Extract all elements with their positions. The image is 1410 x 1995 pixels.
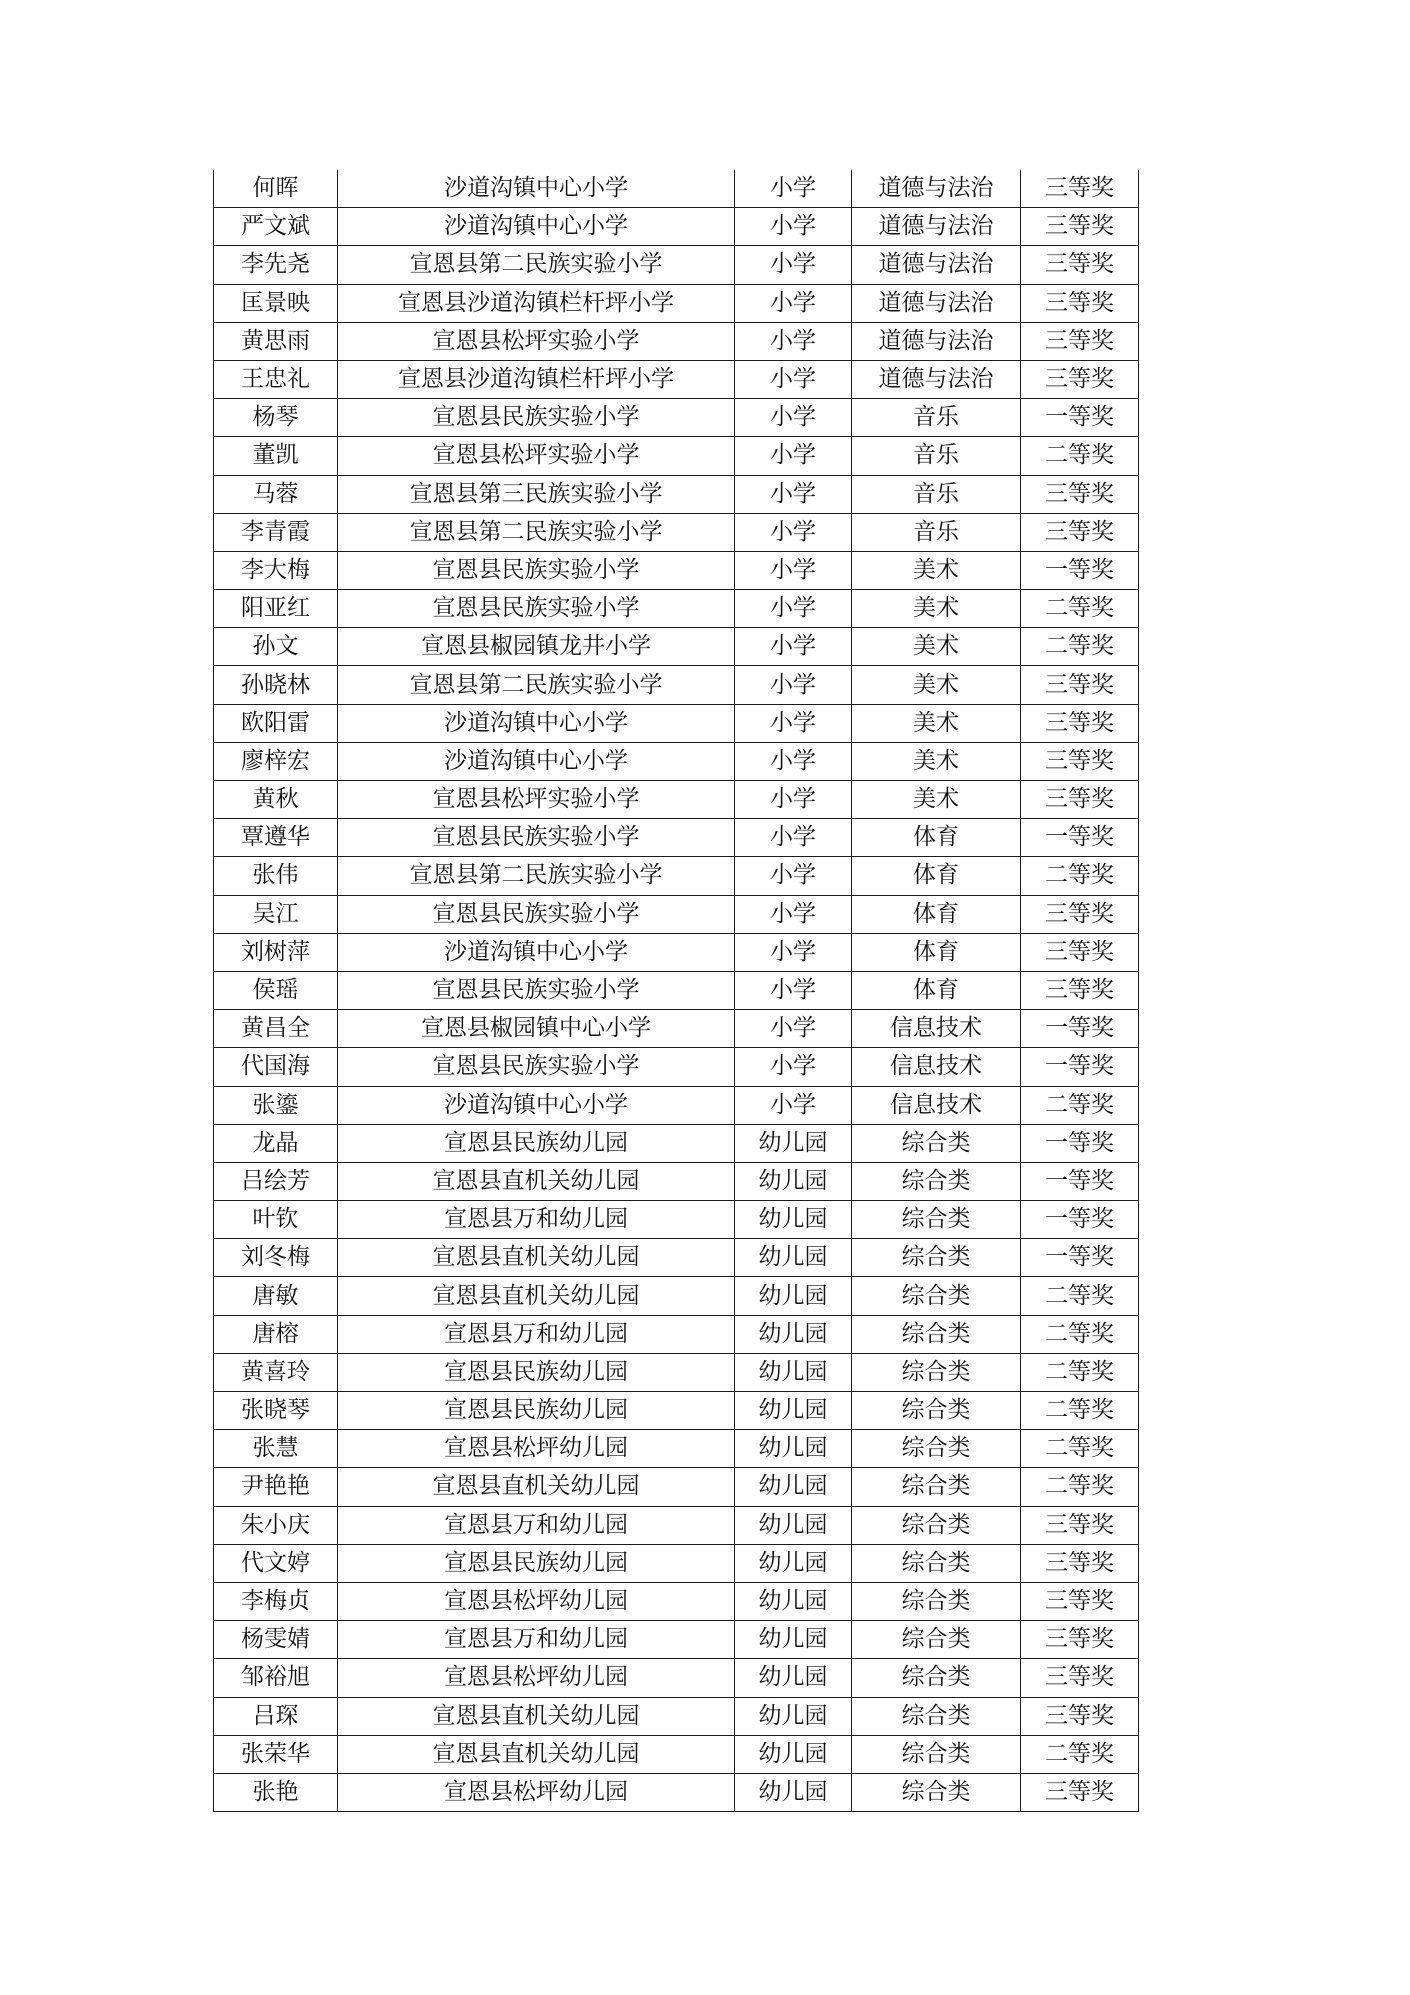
level-cell: 幼儿园 [735, 1697, 852, 1735]
school-cell: 宣恩县直机关幼儿园 [338, 1697, 735, 1735]
level-cell: 小学 [735, 590, 852, 628]
teacher-name-cell: 董凯 [214, 437, 338, 475]
table-row [214, 895, 1139, 933]
level-cell: 小学 [735, 284, 852, 322]
school-cell: 宣恩县直机关幼儿园 [338, 1735, 735, 1773]
teacher-name-cell: 邹裕旭 [214, 1659, 338, 1697]
subject-cell: 综合类 [852, 1201, 1021, 1239]
teacher-name-cell: 黄喜玲 [214, 1353, 338, 1391]
table-row [214, 1201, 1139, 1239]
level-cell: 幼儿园 [735, 1162, 852, 1200]
school-cell: 宣恩县民族幼儿园 [338, 1392, 735, 1430]
level-cell: 小学 [735, 819, 852, 857]
table-row [214, 1544, 1139, 1582]
table-row [214, 857, 1139, 895]
level-cell: 幼儿园 [735, 1468, 852, 1506]
award-cell: 三等奖 [1021, 322, 1139, 360]
teacher-name-cell: 何晖 [214, 170, 338, 208]
award-cell: 三等奖 [1021, 246, 1139, 284]
subject-cell: 综合类 [852, 1659, 1021, 1697]
award-cell: 二等奖 [1021, 1468, 1139, 1506]
table-row [214, 1086, 1139, 1124]
level-cell: 小学 [735, 704, 852, 742]
table-row [214, 781, 1139, 819]
table-row [214, 1392, 1139, 1430]
subject-cell: 音乐 [852, 475, 1021, 513]
teacher-name-cell: 黄秋 [214, 781, 338, 819]
school-cell: 宣恩县松坪实验小学 [338, 322, 735, 360]
subject-cell: 综合类 [852, 1124, 1021, 1162]
level-cell: 小学 [735, 399, 852, 437]
school-cell: 宣恩县第二民族实验小学 [338, 857, 735, 895]
award-cell: 三等奖 [1021, 1659, 1139, 1697]
table-row [214, 399, 1139, 437]
level-cell: 幼儿园 [735, 1506, 852, 1544]
teacher-name-cell: 朱小庆 [214, 1506, 338, 1544]
level-cell: 小学 [735, 360, 852, 398]
table-row [214, 246, 1139, 284]
table-row [214, 1124, 1139, 1162]
teacher-name-cell: 廖梓宏 [214, 742, 338, 780]
subject-cell: 体育 [852, 895, 1021, 933]
award-cell: 二等奖 [1021, 1735, 1139, 1773]
level-cell: 幼儿园 [735, 1430, 852, 1468]
teacher-name-cell: 孙晓林 [214, 666, 338, 704]
table-row [214, 1621, 1139, 1659]
award-cell: 三等奖 [1021, 933, 1139, 971]
school-cell: 宣恩县松坪幼儿园 [338, 1430, 735, 1468]
table-row [214, 933, 1139, 971]
table-row [214, 742, 1139, 780]
school-cell: 宣恩县民族幼儿园 [338, 1353, 735, 1391]
school-cell: 宣恩县直机关幼儿园 [338, 1239, 735, 1277]
table-row [214, 1430, 1139, 1468]
teacher-name-cell: 张慧 [214, 1430, 338, 1468]
award-cell: 三等奖 [1021, 360, 1139, 398]
subject-cell: 信息技术 [852, 1010, 1021, 1048]
level-cell: 幼儿园 [735, 1735, 852, 1773]
subject-cell: 音乐 [852, 399, 1021, 437]
subject-cell: 综合类 [852, 1277, 1021, 1315]
table-row [214, 1277, 1139, 1315]
subject-cell: 美术 [852, 781, 1021, 819]
award-cell: 二等奖 [1021, 1392, 1139, 1430]
subject-cell: 综合类 [852, 1162, 1021, 1200]
teacher-name-cell: 马蓉 [214, 475, 338, 513]
award-cell: 三等奖 [1021, 1582, 1139, 1620]
school-cell: 沙道沟镇中心小学 [338, 170, 735, 208]
subject-cell: 美术 [852, 666, 1021, 704]
award-cell: 一等奖 [1021, 551, 1139, 589]
level-cell: 幼儿园 [735, 1659, 852, 1697]
level-cell: 小学 [735, 551, 852, 589]
award-cell: 一等奖 [1021, 1048, 1139, 1086]
level-cell: 小学 [735, 322, 852, 360]
school-cell: 宣恩县民族幼儿园 [338, 1544, 735, 1582]
teacher-name-cell: 张荣华 [214, 1735, 338, 1773]
table-row [214, 819, 1139, 857]
award-cell: 三等奖 [1021, 742, 1139, 780]
teacher-name-cell: 吕绘芳 [214, 1162, 338, 1200]
award-cell: 三等奖 [1021, 781, 1139, 819]
school-cell: 沙道沟镇中心小学 [338, 742, 735, 780]
teacher-name-cell: 黄思雨 [214, 322, 338, 360]
school-cell: 宣恩县椒园镇中心小学 [338, 1010, 735, 1048]
school-cell: 宣恩县直机关幼儿园 [338, 1468, 735, 1506]
school-cell: 宣恩县椒园镇龙井小学 [338, 628, 735, 666]
school-cell: 宣恩县民族实验小学 [338, 1048, 735, 1086]
school-cell: 宣恩县沙道沟镇栏杆坪小学 [338, 360, 735, 398]
table-row [214, 1773, 1139, 1811]
teacher-name-cell: 吴江 [214, 895, 338, 933]
level-cell: 小学 [735, 437, 852, 475]
teacher-name-cell: 刘冬梅 [214, 1239, 338, 1277]
award-cell: 三等奖 [1021, 475, 1139, 513]
school-cell: 沙道沟镇中心小学 [338, 1086, 735, 1124]
table-row [214, 437, 1139, 475]
level-cell: 小学 [735, 628, 852, 666]
school-cell: 宣恩县第三民族实验小学 [338, 475, 735, 513]
teacher-name-cell: 张晓琴 [214, 1392, 338, 1430]
table-row [214, 475, 1139, 513]
subject-cell: 道德与法治 [852, 246, 1021, 284]
school-cell: 宣恩县松坪实验小学 [338, 437, 735, 475]
award-cell: 一等奖 [1021, 1239, 1139, 1277]
level-cell: 幼儿园 [735, 1315, 852, 1353]
level-cell: 小学 [735, 1048, 852, 1086]
subject-cell: 综合类 [852, 1239, 1021, 1277]
award-cell: 一等奖 [1021, 1162, 1139, 1200]
table-row [214, 1162, 1139, 1200]
table-row [214, 1239, 1139, 1277]
school-cell: 宣恩县松坪幼儿园 [338, 1773, 735, 1811]
award-cell: 一等奖 [1021, 1124, 1139, 1162]
table-row [214, 170, 1139, 208]
teacher-name-cell: 杨琴 [214, 399, 338, 437]
award-cell: 三等奖 [1021, 666, 1139, 704]
award-cell: 三等奖 [1021, 971, 1139, 1009]
subject-cell: 综合类 [852, 1506, 1021, 1544]
teacher-name-cell: 匡景映 [214, 284, 338, 322]
subject-cell: 道德与法治 [852, 322, 1021, 360]
school-cell: 宣恩县万和幼儿园 [338, 1506, 735, 1544]
school-cell: 宣恩县民族实验小学 [338, 895, 735, 933]
award-cell: 二等奖 [1021, 1086, 1139, 1124]
award-cell: 三等奖 [1021, 284, 1139, 322]
award-cell: 一等奖 [1021, 819, 1139, 857]
award-cell: 三等奖 [1021, 704, 1139, 742]
level-cell: 幼儿园 [735, 1353, 852, 1391]
level-cell: 幼儿园 [735, 1392, 852, 1430]
teacher-name-cell: 侯瑶 [214, 971, 338, 1009]
subject-cell: 美术 [852, 742, 1021, 780]
level-cell: 小学 [735, 475, 852, 513]
school-cell: 宣恩县民族实验小学 [338, 971, 735, 1009]
school-cell: 宣恩县松坪幼儿园 [338, 1582, 735, 1620]
level-cell: 小学 [735, 246, 852, 284]
school-cell: 宣恩县万和幼儿园 [338, 1621, 735, 1659]
teacher-name-cell: 覃遵华 [214, 819, 338, 857]
award-list-body [214, 170, 1139, 1812]
table-row [214, 1735, 1139, 1773]
school-cell: 宣恩县民族实验小学 [338, 399, 735, 437]
table-row [214, 360, 1139, 398]
level-cell: 小学 [735, 208, 852, 246]
subject-cell: 综合类 [852, 1315, 1021, 1353]
teacher-name-cell: 黄昌全 [214, 1010, 338, 1048]
level-cell: 幼儿园 [735, 1124, 852, 1162]
level-cell: 小学 [735, 170, 852, 208]
teacher-name-cell: 张伟 [214, 857, 338, 895]
award-cell: 三等奖 [1021, 208, 1139, 246]
table-row [214, 704, 1139, 742]
subject-cell: 综合类 [852, 1353, 1021, 1391]
school-cell: 宣恩县直机关幼儿园 [338, 1277, 735, 1315]
teacher-name-cell: 李梅贞 [214, 1582, 338, 1620]
table-row [214, 1353, 1139, 1391]
award-cell: 三等奖 [1021, 1544, 1139, 1582]
subject-cell: 信息技术 [852, 1048, 1021, 1086]
table-row [214, 666, 1139, 704]
table-row [214, 1048, 1139, 1086]
teacher-name-cell: 张鎏 [214, 1086, 338, 1124]
subject-cell: 体育 [852, 971, 1021, 1009]
table-row [214, 1468, 1139, 1506]
teacher-name-cell: 欧阳雷 [214, 704, 338, 742]
award-cell: 二等奖 [1021, 628, 1139, 666]
teacher-name-cell: 王忠礼 [214, 360, 338, 398]
table-row [214, 1697, 1139, 1735]
school-cell: 宣恩县民族幼儿园 [338, 1124, 735, 1162]
school-cell: 宣恩县民族实验小学 [338, 590, 735, 628]
award-cell: 二等奖 [1021, 437, 1139, 475]
subject-cell: 综合类 [852, 1697, 1021, 1735]
teacher-name-cell: 李大梅 [214, 551, 338, 589]
subject-cell: 美术 [852, 628, 1021, 666]
award-cell: 二等奖 [1021, 1430, 1139, 1468]
table-row [214, 971, 1139, 1009]
award-cell: 二等奖 [1021, 590, 1139, 628]
level-cell: 幼儿园 [735, 1239, 852, 1277]
award-cell: 二等奖 [1021, 1277, 1139, 1315]
teacher-name-cell: 尹艳艳 [214, 1468, 338, 1506]
level-cell: 小学 [735, 971, 852, 1009]
subject-cell: 美术 [852, 704, 1021, 742]
level-cell: 小学 [735, 666, 852, 704]
table-row [214, 1315, 1139, 1353]
subject-cell: 综合类 [852, 1735, 1021, 1773]
teacher-name-cell: 孙文 [214, 628, 338, 666]
subject-cell: 体育 [852, 933, 1021, 971]
subject-cell: 道德与法治 [852, 208, 1021, 246]
school-cell: 宣恩县万和幼儿园 [338, 1315, 735, 1353]
level-cell: 小学 [735, 742, 852, 780]
teacher-name-cell: 李先尧 [214, 246, 338, 284]
award-cell: 三等奖 [1021, 1506, 1139, 1544]
award-cell: 三等奖 [1021, 170, 1139, 208]
subject-cell: 道德与法治 [852, 360, 1021, 398]
school-cell: 宣恩县第二民族实验小学 [338, 513, 735, 551]
level-cell: 小学 [735, 857, 852, 895]
school-cell: 沙道沟镇中心小学 [338, 704, 735, 742]
subject-cell: 信息技术 [852, 1086, 1021, 1124]
teacher-name-cell: 唐敏 [214, 1277, 338, 1315]
level-cell: 小学 [735, 781, 852, 819]
subject-cell: 美术 [852, 590, 1021, 628]
level-cell: 小学 [735, 933, 852, 971]
subject-cell: 综合类 [852, 1773, 1021, 1811]
table-row [214, 322, 1139, 360]
table-row [214, 1506, 1139, 1544]
subject-cell: 综合类 [852, 1582, 1021, 1620]
subject-cell: 体育 [852, 857, 1021, 895]
school-cell: 宣恩县松坪幼儿园 [338, 1659, 735, 1697]
award-cell: 二等奖 [1021, 1353, 1139, 1391]
teacher-name-cell: 严文斌 [214, 208, 338, 246]
table-row [214, 1010, 1139, 1048]
teacher-name-cell: 叶钦 [214, 1201, 338, 1239]
school-cell: 宣恩县第二民族实验小学 [338, 246, 735, 284]
subject-cell: 道德与法治 [852, 284, 1021, 322]
award-cell: 三等奖 [1021, 513, 1139, 551]
teacher-name-cell: 杨雯婧 [214, 1621, 338, 1659]
subject-cell: 综合类 [852, 1392, 1021, 1430]
school-cell: 宣恩县直机关幼儿园 [338, 1162, 735, 1200]
teacher-name-cell: 刘树萍 [214, 933, 338, 971]
level-cell: 小学 [735, 513, 852, 551]
table-row [214, 1659, 1139, 1697]
table-row [214, 590, 1139, 628]
teacher-name-cell: 龙晶 [214, 1124, 338, 1162]
level-cell: 小学 [735, 1010, 852, 1048]
table-row [214, 208, 1139, 246]
subject-cell: 音乐 [852, 437, 1021, 475]
teacher-name-cell: 李青霞 [214, 513, 338, 551]
school-cell: 宣恩县松坪实验小学 [338, 781, 735, 819]
subject-cell: 综合类 [852, 1468, 1021, 1506]
subject-cell: 综合类 [852, 1430, 1021, 1468]
table-row [214, 1582, 1139, 1620]
teacher-name-cell: 唐榕 [214, 1315, 338, 1353]
award-cell: 三等奖 [1021, 895, 1139, 933]
award-cell: 一等奖 [1021, 1201, 1139, 1239]
level-cell: 小学 [735, 1086, 852, 1124]
level-cell: 幼儿园 [735, 1201, 852, 1239]
subject-cell: 综合类 [852, 1544, 1021, 1582]
school-cell: 沙道沟镇中心小学 [338, 208, 735, 246]
table-row [214, 628, 1139, 666]
award-cell: 一等奖 [1021, 1010, 1139, 1048]
award-cell: 一等奖 [1021, 399, 1139, 437]
award-cell: 三等奖 [1021, 1773, 1139, 1811]
school-cell: 宣恩县民族实验小学 [338, 819, 735, 857]
level-cell: 幼儿园 [735, 1621, 852, 1659]
school-cell: 宣恩县沙道沟镇栏杆坪小学 [338, 284, 735, 322]
level-cell: 幼儿园 [735, 1773, 852, 1811]
award-cell: 二等奖 [1021, 1315, 1139, 1353]
award-list-table [213, 170, 1139, 1812]
level-cell: 小学 [735, 895, 852, 933]
school-cell: 宣恩县民族实验小学 [338, 551, 735, 589]
subject-cell: 道德与法治 [852, 170, 1021, 208]
subject-cell: 美术 [852, 551, 1021, 589]
teacher-name-cell: 代国海 [214, 1048, 338, 1086]
award-cell: 二等奖 [1021, 857, 1139, 895]
school-cell: 宣恩县第二民族实验小学 [338, 666, 735, 704]
school-cell: 宣恩县万和幼儿园 [338, 1201, 735, 1239]
table-row [214, 513, 1139, 551]
teacher-name-cell: 代文婷 [214, 1544, 338, 1582]
table-row [214, 284, 1139, 322]
level-cell: 幼儿园 [735, 1582, 852, 1620]
teacher-name-cell: 张艳 [214, 1773, 338, 1811]
level-cell: 幼儿园 [735, 1277, 852, 1315]
subject-cell: 综合类 [852, 1621, 1021, 1659]
subject-cell: 体育 [852, 819, 1021, 857]
subject-cell: 音乐 [852, 513, 1021, 551]
award-cell: 三等奖 [1021, 1697, 1139, 1735]
award-cell: 三等奖 [1021, 1621, 1139, 1659]
school-cell: 沙道沟镇中心小学 [338, 933, 735, 971]
table-row [214, 551, 1139, 589]
teacher-name-cell: 阳亚红 [214, 590, 338, 628]
level-cell: 幼儿园 [735, 1544, 852, 1582]
teacher-name-cell: 吕琛 [214, 1697, 338, 1735]
